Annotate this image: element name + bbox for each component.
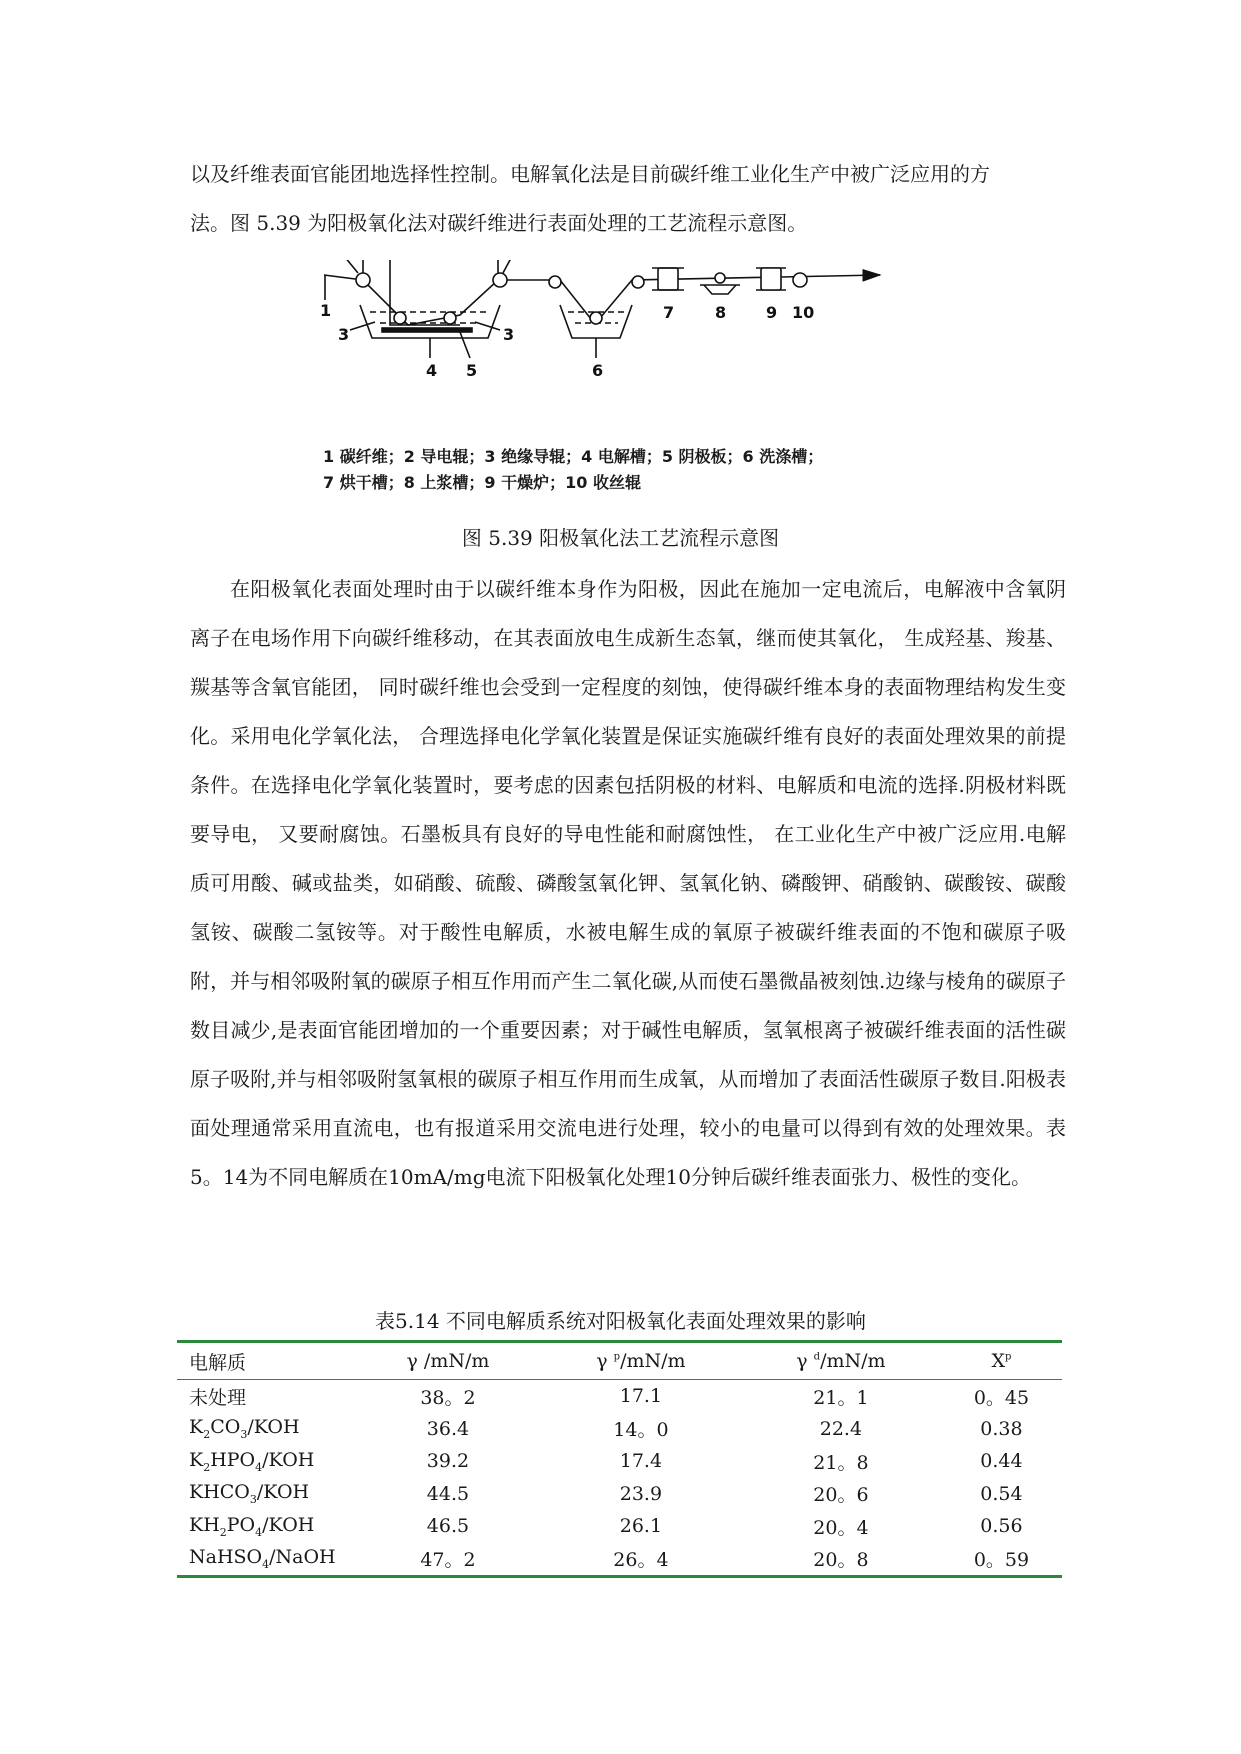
table-caption: 表5.14 不同电解质系统对阳极氧化表面处理效果的影响 <box>375 1309 866 1333</box>
cell-electrolyte: $K_2CO_3$/KOH <box>189 1416 300 1442</box>
header-gamma-d: γ $^d$/mN/m <box>796 1350 886 1372</box>
cell-gamma: 36.4 <box>426 1417 470 1440</box>
cell-gamma-d: 20。6 <box>813 1484 869 1507</box>
cell-xp: 0.54 <box>980 1482 1023 1505</box>
body-paragraph: 在阳极氧化表面处理时由于以碳纤维本身作为阳极，因此在施加一定电流后，电解液中含氧阴离子在电场作用下向碳纤维移动，在其表面放电生成新生态氧，继而使其氧化， 生成羟基、羧基、羰基等含氧官能团， 同时碳纤维也会受到一定程度的刻蚀，使得碳纤维本身的表面物理结构发生变化。采用电化学氧化法， 合理选择电化学氧化装置是保证实施碳纤维有良好的表面处理效果的前提条件。在选择电化学氧化装置时，要考虑的因素包括阴极的材料、电解质和电流的选择.阴极材料既要导电， 又要耐腐蚀。石墨板具有良好的导电性能和耐腐蚀性， 在工业化生产中被广泛应用.电解质可用酸、碱或盐类，如硝酸、硫酸、磷酸氢氧化钾、氢氧化钠、磷酸钾、硝酸钠、碳酸铵、碳酸氢铵、碳酸二氢铵等。对于酸性电解质，水被电解生成的氧原子被碳纤维表面的不饱和碳原子吸附，并与相邻吸附氧的碳原子相互作用而产生二氧化碳,从而使石墨微晶被刻蚀.边缘与棱角的碳原子数目减少,是表面官能团增加的一个重要因素；对于碱性电解质，氢氧根离子被碳纤维表面的活性碳原子吸附,并与相邻吸附氢氧根的碳原子相互作用而生成氧，从而增加了表面活性碳原子数目.阳极表面处理通常采用直流电，也有报道采用交流电进行处理，较小的电量可以得到有效的处理效果。表5。14为不同电解质在10mA/mg电流下阳极氧化处理10分钟后碳纤维表面张力、极性的变化。 <box>190 577 1066 1189</box>
label-8: 8 <box>715 303 727 322</box>
cell-xp: 0.44 <box>980 1450 1023 1473</box>
electrolyte-effect-table <box>177 1340 1062 1578</box>
intro-line-1: 以及纤维表面官能团地选择性控制。电解氧化法是目前碳纤维工业化生产中被广泛应用的方 <box>190 162 990 186</box>
cell-gamma-p: 26。4 <box>613 1549 669 1572</box>
cathode-plate <box>382 328 472 332</box>
header-xp: $X^p$ <box>991 1350 1012 1372</box>
circuit-wire <box>363 260 498 273</box>
cell-xp: 0.38 <box>980 1417 1023 1440</box>
table-body <box>177 1380 1062 1577</box>
cell-electrolyte: $KHCO_3$/KOH <box>189 1481 310 1507</box>
intro-line-2: 法。图 5.39 为阳极氧化法对碳纤维进行表面处理的工艺流程示意图。 <box>190 211 808 235</box>
cell-gamma-d: 22.4 <box>819 1417 863 1440</box>
conductive-roller-right <box>493 273 507 287</box>
cell-electrolyte: $K_2HPO_4$/KOH <box>189 1448 315 1474</box>
header-electrolyte: 电解质 <box>189 1351 247 1374</box>
cell-gamma: 39.2 <box>426 1450 470 1473</box>
label-7: 7 <box>663 303 675 322</box>
cell-gamma: 47。2 <box>420 1549 476 1572</box>
label-6: 6 <box>592 361 604 380</box>
cell-gamma-p: 26.1 <box>619 1515 663 1538</box>
table-row <box>177 1510 1062 1543</box>
insulating-roller-left <box>394 312 406 324</box>
conductive-roller-left <box>356 273 370 287</box>
cell-xp: 0。45 <box>973 1386 1030 1409</box>
table-row <box>177 1380 1062 1413</box>
cell-electrolyte: 未处理 <box>189 1386 247 1409</box>
cell-gamma-d: 20。8 <box>813 1549 869 1572</box>
take-up-roller <box>793 273 807 287</box>
cell-electrolyte: NaHSO$_4$/NaOH <box>189 1546 336 1572</box>
cell-gamma-p: 17.4 <box>619 1450 663 1473</box>
sizing-tank <box>700 285 740 294</box>
label-3-right: 3 <box>503 325 515 344</box>
cell-gamma: 44.5 <box>426 1482 470 1505</box>
header-gamma-p: γ $^p$/mN/m <box>596 1350 686 1372</box>
table-row <box>177 1413 1062 1446</box>
label-5: 5 <box>466 361 478 380</box>
figure-legend <box>323 444 823 496</box>
drying-tank <box>658 268 678 290</box>
label-3-left: 3 <box>338 325 350 344</box>
cell-gamma-d: 21。1 <box>813 1386 869 1409</box>
insulating-roller-right <box>444 312 456 324</box>
figure-caption: 图 5.39 阳极氧化法工艺流程示意图 <box>461 526 780 550</box>
cell-gamma-d: 21。8 <box>813 1451 869 1474</box>
table-row <box>177 1543 1062 1577</box>
label-1: 1 <box>320 301 332 320</box>
cell-gamma-p: 17.1 <box>619 1385 663 1408</box>
cell-xp: 0。59 <box>973 1549 1030 1572</box>
cell-gamma-p: 14。0 <box>613 1419 669 1442</box>
cell-xp: 0.56 <box>980 1515 1023 1538</box>
label-4: 4 <box>426 361 438 380</box>
cell-gamma: 38。2 <box>420 1386 476 1409</box>
cell-gamma-d: 20。4 <box>813 1516 869 1539</box>
cell-gamma-p: 23.9 <box>619 1482 663 1505</box>
cell-gamma: 46.5 <box>426 1515 470 1538</box>
label-9: 9 <box>766 303 778 322</box>
legend-line-2: 7 烘干槽；8 上浆槽；9 干燥炉；10 收丝辊 <box>323 473 641 492</box>
table-header-row <box>177 1342 1062 1380</box>
header-gamma: γ /mN/m <box>406 1350 490 1372</box>
legend-line-1: 1 碳纤维；2 导电辊；3 绝缘导辊；4 电解槽；5 阴极板；6 洗涤槽； <box>323 447 824 466</box>
table-row <box>177 1478 1062 1511</box>
intro-paragraph <box>190 150 1066 248</box>
cell-electrolyte: $KH_2PO_4$/KOH <box>189 1513 315 1539</box>
label-10: 10 <box>792 303 815 322</box>
table-row <box>177 1445 1062 1478</box>
dryer-furnace <box>761 268 781 290</box>
